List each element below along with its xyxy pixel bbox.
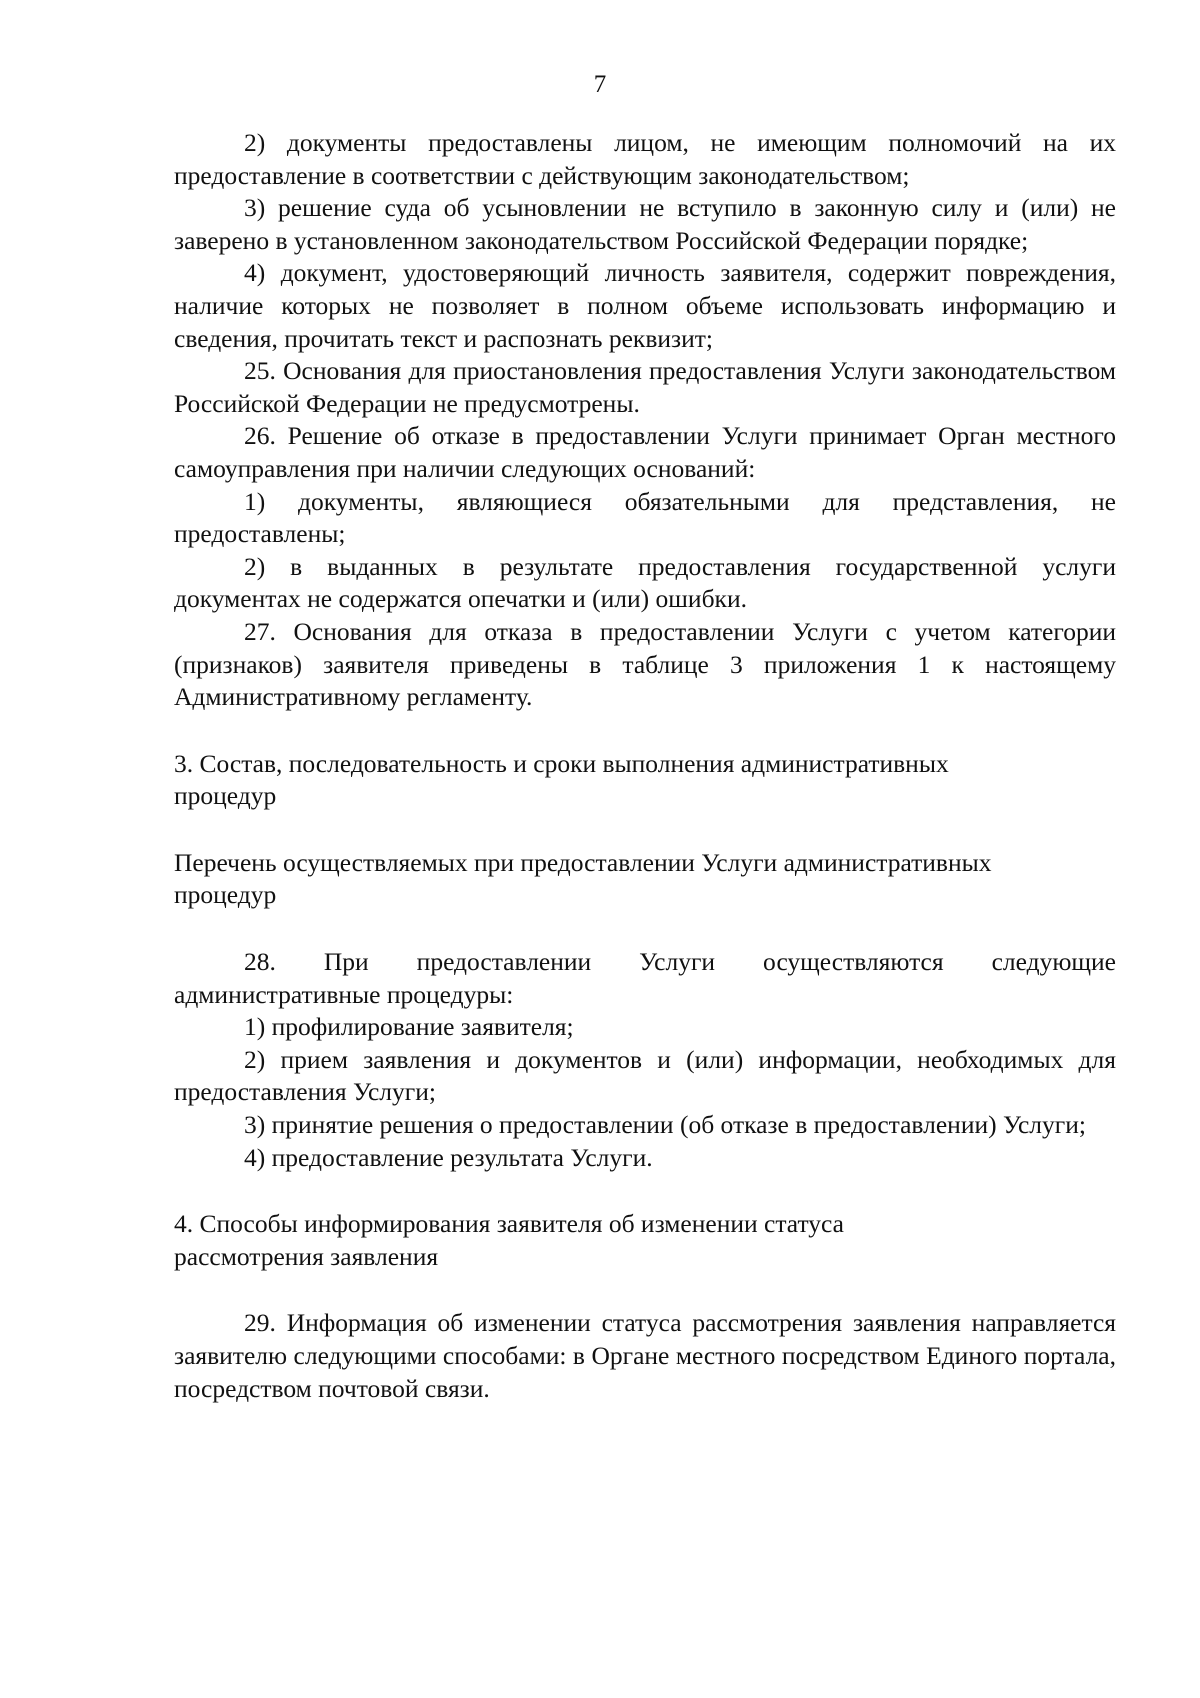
paragraph-26: 26. Решение об отказе в предоставлении Услуги принимает Орган местного самоуправления при наличии следующих оснований: <box>174 421 1116 483</box>
section-4-heading-line-1: 4. Способы информирования заявителя об изменении статуса <box>174 1209 844 1239</box>
paragraph-28-item-4: 4) предоставление результата Услуги. <box>244 1142 653 1172</box>
paragraph-27: 27. Основания для отказа в предоставлении Услуги с учетом категории (признаков) заявителя приведены в таблице 3 приложения 1 к настоящему Административному регламенту. <box>174 616 1116 712</box>
section-4-heading <box>174 1208 1116 1273</box>
paragraph-28-item-3: 3) принятие решения о предоставлении (об отказе в предоставлении) Услуги; <box>244 1110 1086 1140</box>
paragraph-28: 28. При предоставлении Услуги осуществляются следующие административные процедуры: <box>174 947 1116 1009</box>
subsection-heading <box>174 847 1116 912</box>
page-number: 7 <box>593 71 607 98</box>
paragraph-28-item-2: 2) прием заявления и документов и (или) информации, необходимых для предоставления Услуги; <box>174 1044 1116 1107</box>
subsection-heading-line-2: процедур <box>174 880 277 910</box>
paragraph-26-item-2: 2) в выданных в результате предоставления государственной услуги документах не содержатся опечатки и (или) ошибки. <box>174 551 1116 614</box>
section-4-heading-line-2: рассмотрения заявления <box>174 1241 439 1271</box>
section-3-heading-line-2: процедур <box>174 781 277 811</box>
paragraph-28-item-1: 1) профилирование заявителя; <box>244 1012 574 1042</box>
paragraph-item-4: 4) документ, удостоверяющий личность заявителя, содержит повреждения, наличие которых не позволяет в полном объеме использовать информацию и сведения, прочитать текст и распознать реквизит; <box>174 258 1116 353</box>
paragraph-item-3: 3) решение суда об усыновлении не вступило в законную силу и (или) не заверено в установленном законодательством Российской Федерации порядке; <box>174 193 1116 255</box>
document-body <box>174 127 1116 1405</box>
paragraph-25: 25. Основания для приостановления предоставления Услуги законодательством Российской Федерации не предусмотрены. <box>174 356 1116 418</box>
section-3-heading-line-1: 3. Состав, последовательность и сроки выполнения административных <box>174 748 949 778</box>
subsection-heading-line-1: Перечень осуществляемых при предоставлении Услуги административных <box>174 847 992 877</box>
paragraph-29: 29. Информация об изменении статуса рассмотрения заявления направляется заявителю следующими способами: в Органе местного посредством Единого портала, посредством почтовой связи. <box>174 1308 1116 1403</box>
paragraph-26-item-1: 1) документы, являющиеся обязательными для представления, не предоставлены; <box>174 486 1116 549</box>
paragraph-item-2: 2) документы предоставлены лицом, не имеющим полномочий на их предоставление в соответствии с действующим законодательством; <box>174 128 1116 190</box>
section-3-heading <box>174 748 1116 813</box>
